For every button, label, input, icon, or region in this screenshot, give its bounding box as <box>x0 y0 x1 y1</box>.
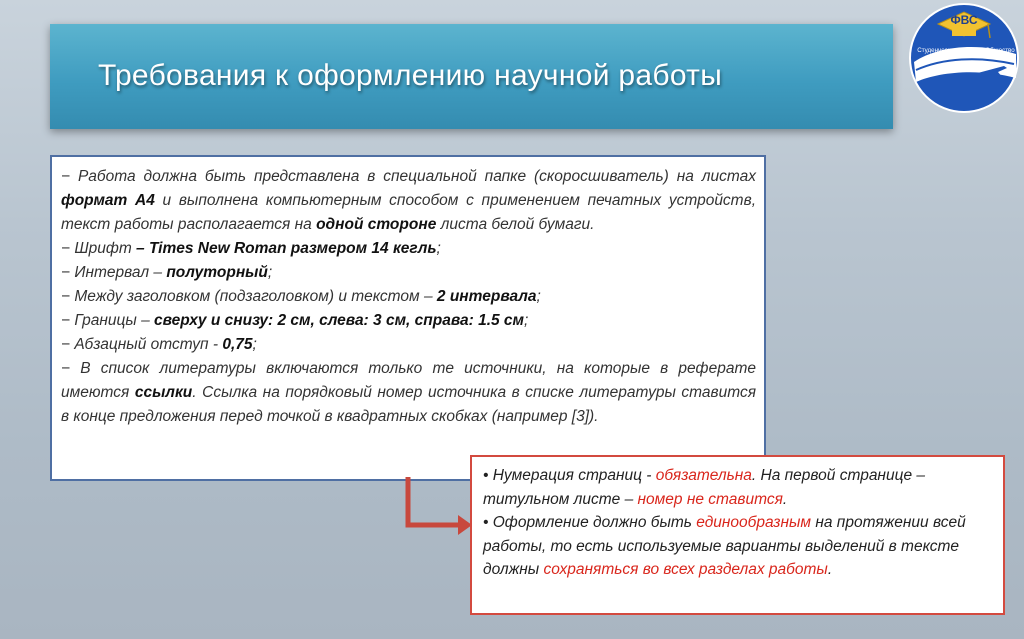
note-pagination: • Нумерация страниц - обязательна. На первой странице – титульном листе – номер не ставится. <box>483 467 925 508</box>
req-item-margins: − Границы – сверху и снизу: 2 см, слева: 3 см, справа: 1.5 см; <box>61 312 529 329</box>
logo-abbr: ФВС <box>950 13 978 27</box>
title-banner <box>50 24 893 129</box>
slide-title: Требования к оформлению научной работы <box>98 59 723 92</box>
req-item-heading-spacing: − Между заголовком (подзаголовком) и текстом – 2 интервала; <box>61 288 541 305</box>
req-item-paper: − Работа должна быть представлена в специальной папке (скоросшиватель) на листах формат А4 и выполнена компьютерным способом с применением печатных устройств, текст работы располагается на одной стороне листа белой бумаги. <box>61 168 756 233</box>
req-item-indent: − Абзацный отступ - 0,75; <box>61 336 257 353</box>
requirements-box <box>50 155 766 481</box>
note-uniformity: • Оформление должно быть единообразным на протяжении всей работы, то есть используемые варианты выделений в тексте должны сохраняться во всех разделах работы. <box>483 514 966 578</box>
society-logo <box>908 2 1020 114</box>
req-item-interval: − Интервал – полуторный; <box>61 264 273 281</box>
req-item-font: − Шрифт – Times New Roman размером 14 кегль; <box>61 240 441 257</box>
pagination-note-box <box>470 455 1005 615</box>
logo-ring-text: Студенческое Научное Общество <box>917 47 1015 54</box>
connector-arrow-icon <box>396 475 476 545</box>
req-item-references: − В список литературы включаются только те источники, на которые в реферате имеются ссылки. Ссылка на порядковый номер источника в списке литературы ставится в конце предложения перед точкой в квадратных скобках (например [3]). <box>61 360 756 425</box>
